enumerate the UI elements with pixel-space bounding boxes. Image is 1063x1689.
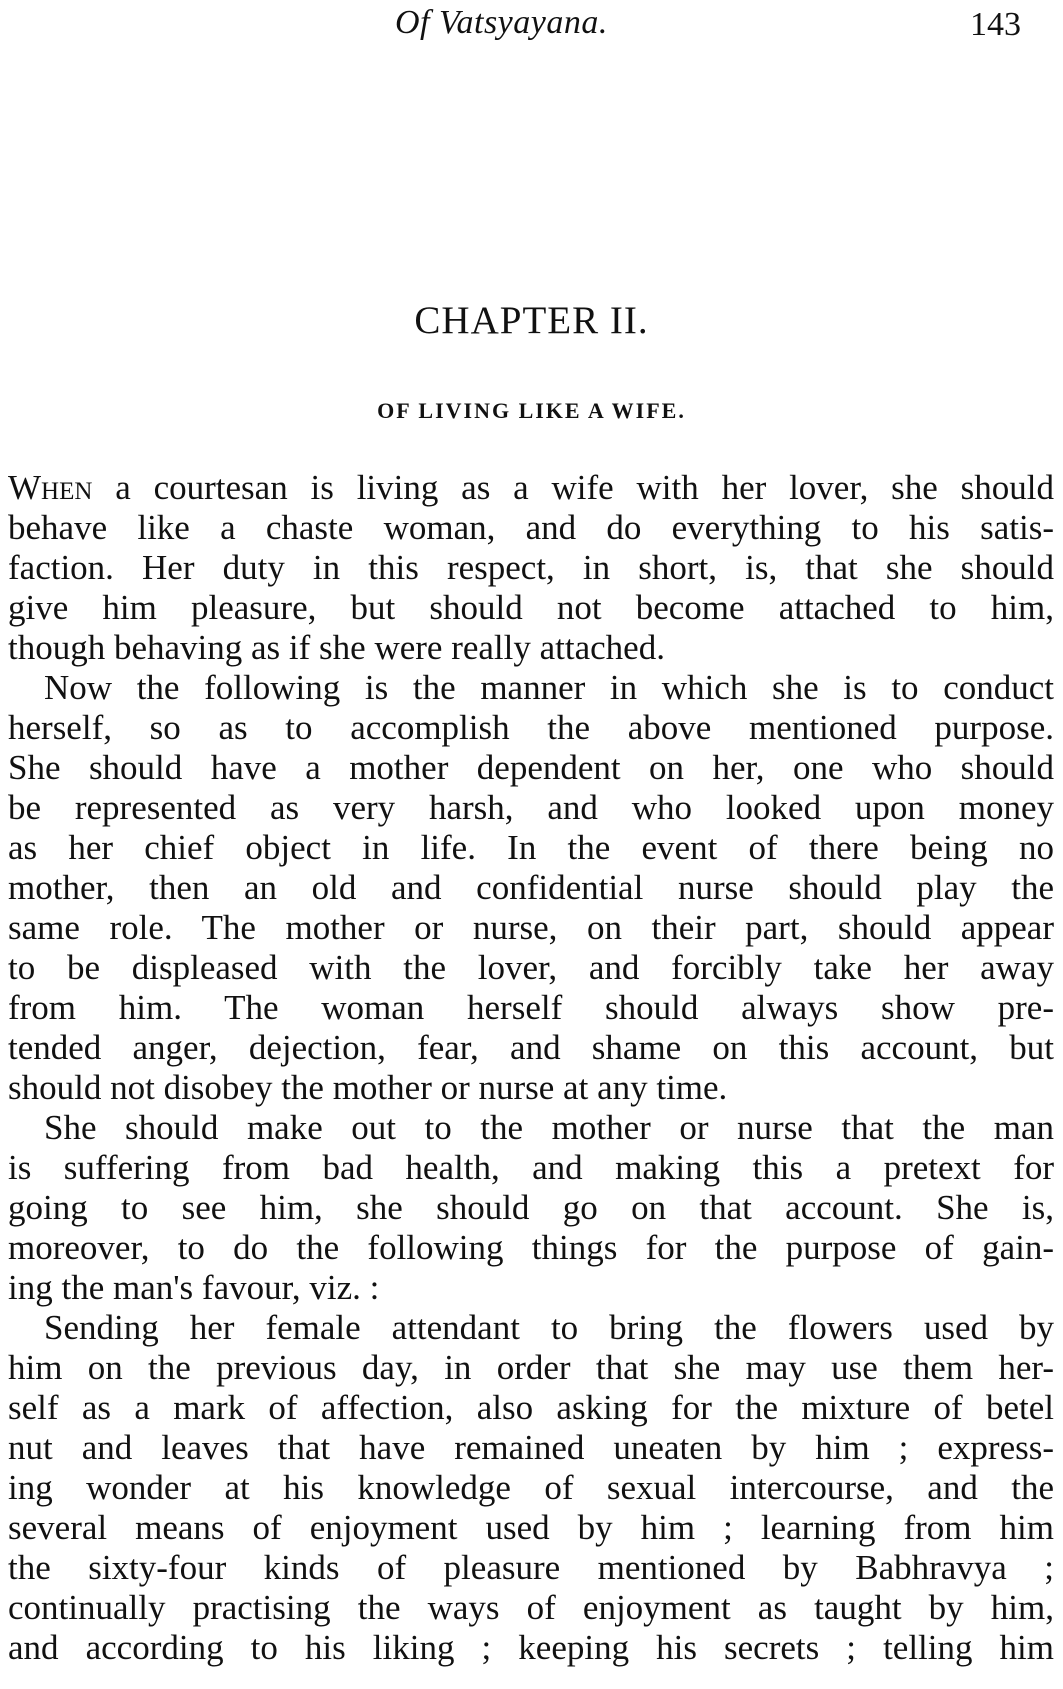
text-line: faction. Her duty in this respect, in short, is, that she should (8, 548, 1054, 587)
text-line: from him. The woman herself should always show pre- (8, 988, 1054, 1027)
chapter-title: CHAPTER II. (414, 299, 649, 342)
text-line: should not disobey the mother or nurse at any time. (8, 1068, 728, 1107)
text-line: be represented as very harsh, and who looked upon money (8, 788, 1054, 827)
text-line: is suffering from bad health, and making this a pretext for (8, 1148, 1054, 1187)
text-line: Sending her female attendant to bring the flowers used by (44, 1308, 1054, 1347)
text-line: several means of enjoyment used by him ; learning from him (8, 1508, 1054, 1547)
text-line: give him pleasure, but should not become attached to him, (8, 588, 1054, 627)
text-line: mother, then an old and confidential nurse should play the (8, 868, 1054, 907)
text-line: the sixty-four kinds of pleasure mentioned by Babhravya ; (8, 1548, 1054, 1587)
text-line: moreover, to do the following things for the purpose of gain- (8, 1228, 1054, 1267)
body-text (8, 468, 1054, 1668)
text-line: going to see him, she should go on that account. She is, (8, 1188, 1054, 1227)
text-line: and according to his liking ; keeping his secrets ; telling him (8, 1628, 1054, 1667)
text-line: same role. The mother or nurse, on their part, should appear (8, 908, 1054, 947)
text-line: ing the man's favour, viz. : (8, 1268, 380, 1307)
text-line: She should make out to the mother or nurse that the man (44, 1108, 1054, 1147)
chapter-subtitle: OF LIVING LIKE A WIFE. (377, 398, 686, 423)
running-title: Of Vatsyayana. (395, 4, 608, 41)
text-line: herself, so as to accomplish the above mentioned purpose. (8, 708, 1054, 747)
text-line: Now the following is the manner in which she is to conduct (44, 668, 1054, 707)
running-head (0, 4, 1063, 48)
text-line: When a courtesan is living as a wife with her lover, she should (8, 468, 1054, 507)
text-line: behave like a chaste woman, and do everything to his satis- (8, 508, 1054, 547)
text-line: though behaving as if she were really attached. (8, 628, 665, 667)
text-line: nut and leaves that have remained uneaten by him ; express- (8, 1428, 1054, 1467)
page-number: 143 (970, 6, 1021, 43)
text-line: She should have a mother dependent on her, one who should (8, 748, 1054, 787)
text-line: to be displeased with the lover, and forcibly take her away (8, 948, 1054, 987)
drop-word: When (8, 468, 93, 507)
text-line: self as a mark of affection, also asking for the mixture of betel (8, 1388, 1054, 1427)
text-line: him on the previous day, in order that she may use them her- (8, 1348, 1054, 1387)
text-line: continually practising the ways of enjoyment as taught by him, (8, 1588, 1054, 1627)
text-line: ing wonder at his knowledge of sexual intercourse, and the (8, 1468, 1054, 1507)
text-line: as her chief object in life. In the event of there being no (8, 828, 1054, 867)
text-line: tended anger, dejection, fear, and shame on this account, but (8, 1028, 1054, 1067)
